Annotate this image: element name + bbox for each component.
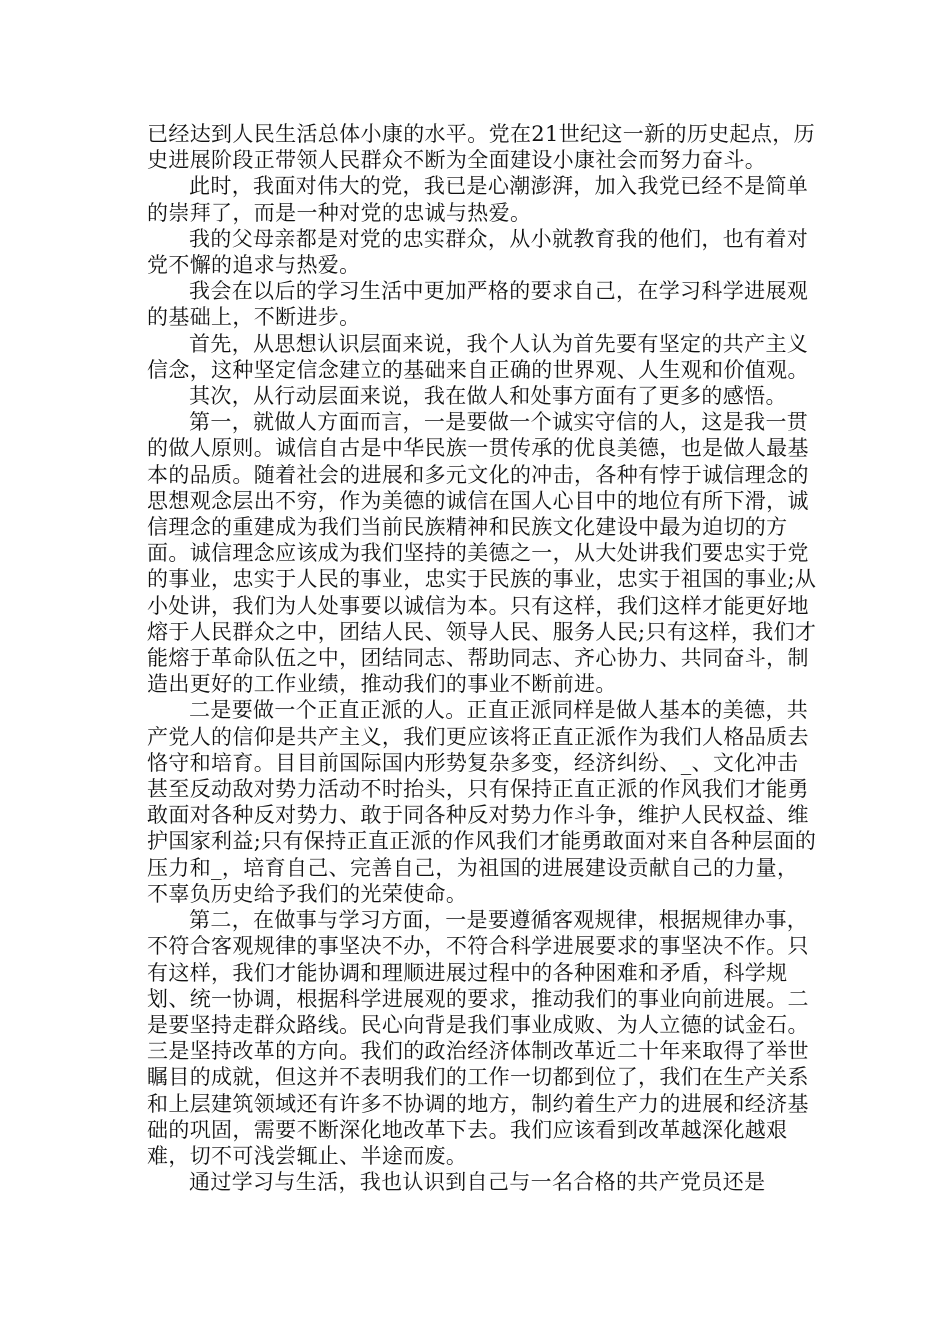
paragraph-continuation: 已经达到人民生活总体小康的水平。党在21世纪这一新的历史起点，历史进展阶段正带领人民群众不断为全面建设小康社会而努力奋斗。 [147,122,815,173]
paragraph: 我的父母亲都是对党的忠实群众，从小就教育我的他们，也有着对党不懈的追求与热爱。 [147,226,809,278]
paragraph: 第一，就做人方面而言，一是要做一个诚实守信的人，这是我一贯的做人原则。诚信自古是中华民族一贯传承的优良美德，也是做人最基本的品质。随着社会的进展和多元文化的冲击，各种有悖于诚信理念的思想观念层出不穷，作为美德的诚信在国人心目中的地位有所下滑，诚信理念的重建成为我们当前民族精神和民族文化建设中最为迫切的方面。诚信理念应该成为我们坚持的美德之一，从大处讲我们要忠实于党的事业，忠实于人民的事业，忠实于民族的事业，忠实于祖国的事业;从小处讲，我们为人处事要以诚信为本。只有这样，我们这样才能更好地熔于人民群众之中，团结人民、领导人民、服务人民;只有这样，我们才能熔于革命队伍之中，团结同志、帮助同志、齐心协力、共同奋斗，制造出更好的工作业绩，推动我们的事业不断前进。 [147,410,817,697]
paragraph: 首先，从思想认识层面来说，我个人认为首先要有坚定的共产主义信念，这种坚定信念建立的基础来自正确的世界观、人生观和价值观。 [147,331,809,382]
paragraph: 第二，在做事与学习方面，一是要遵循客观规律，根据规律办事，不符合客观规律的事坚决不办，不符合科学进展要求的事坚决不作。只有这样，我们才能协调和理顺进展过程中的各种困难和矛盾，科学规划、统一协调，根据科学进展观的要求，推动我们的事业向前进展。二是要坚持走群众路线。民心向背是我们事业成败、为人立德的试金石。三是坚持改革的方向。我们的政治经济体制改革近二十年来取得了举世瞩目的成就，但这并不表明我们的工作一切都到位了，我们在生产关系和上层建筑领域还有许多不协调的地方，制约着生产力的进展和经济基础的巩固，需要不断深化地改革下去。我们应该看到改革越深化越艰难，切不可浅尝辄止、半途而废。 [147,908,809,1168]
document-body [147,121,819,1195]
paragraph: 二是要做一个正直正派的人。正直正派同样是做人基本的美德，共产党人的信仰是共产主义，我们更应该将正直正派作为我们人格品质去恪守和培育。目目前国际国内形势复杂多变，经济纠纷、_、文化冲击甚至反动敌对势力活动不时抬头，只有保持正直正派的作风我们才能勇敢面对各种反对势力、敢于同各种反对势力作斗争，维护人民权益、维护国家利益;只有保持正直正派的作风我们才能勇敢面对来自各种层面的压力和_，培育自己、完善自己，为祖国的进展建设贡献自己的力量，不辜负历史给予我们的光荣使命。 [147,698,817,906]
paragraph: 此时，我面对伟大的党，我已是心潮澎湃，加入我党已经不是简单的崇拜了，而是一种对党的忠诚与热爱。 [147,174,809,225]
paragraph: 其次，从行动层面来说，我在做人和处事方面有了更多的感悟。 [189,384,787,409]
paragraph: 我会在以后的学习生活中更加严格的要求自己，在学习科学进展观的基础上，不断进步。 [147,279,809,330]
paragraph-truncated: 通过学习与生活，我也认识到自己与一名合格的共产党员还是 [189,1170,766,1195]
